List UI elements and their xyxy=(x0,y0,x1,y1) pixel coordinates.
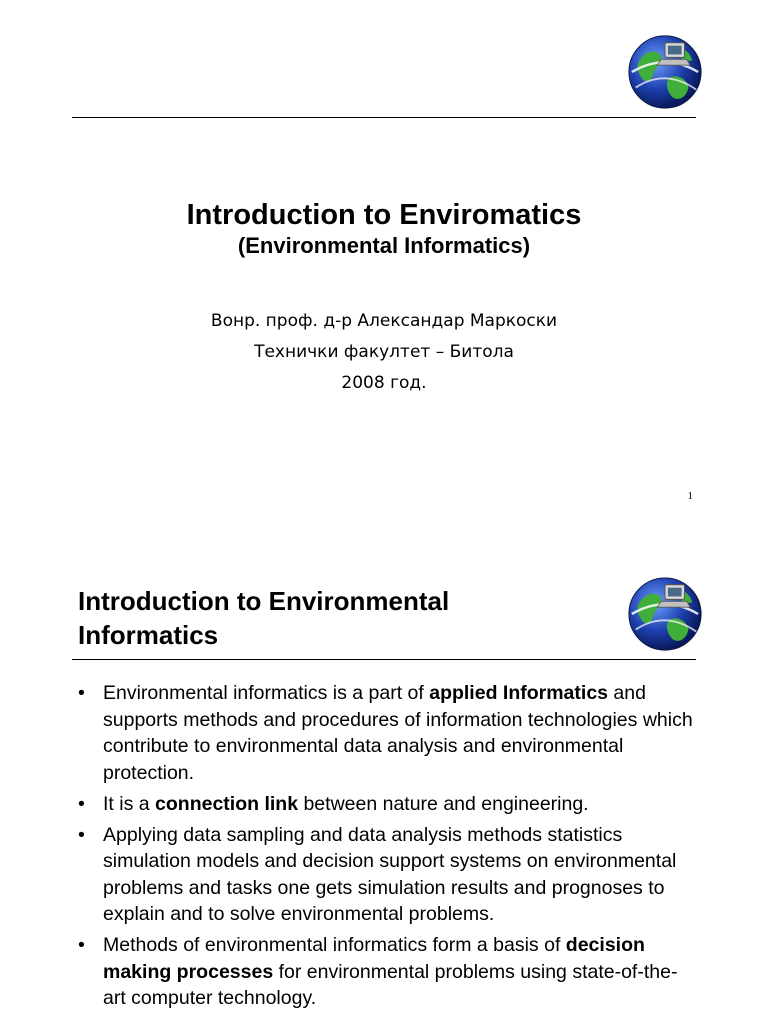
faculty-name: Технички факултет – Битола xyxy=(254,342,514,362)
globe-with-computer-icon xyxy=(626,33,704,111)
author-block xyxy=(0,306,768,399)
page-subtitle: (Environmental Informatics) xyxy=(237,233,531,258)
header-rule xyxy=(72,117,696,118)
slide-title xyxy=(78,584,598,652)
bullet-symbol: • xyxy=(78,792,85,815)
bullet-text: Methods of environmental informatics form a basis of xyxy=(103,934,566,956)
globe-with-computer-icon xyxy=(626,575,704,653)
bullet-text: for environmental problems using state-of-the-art computer technology. xyxy=(103,960,678,1009)
page-title: Introduction to Enviromatics xyxy=(186,199,582,231)
bullet-text: and supports methods and procedures of information technologies which contribute to environmental data analysis and environmental protection. xyxy=(103,682,693,784)
bullet-text: It is a xyxy=(103,792,156,815)
header-rule xyxy=(72,659,696,660)
bullet-symbol: • xyxy=(78,682,85,704)
bullet-bold-text: applied Informatics xyxy=(429,682,609,704)
slide-2 xyxy=(0,540,768,1024)
bullet-symbol: • xyxy=(78,934,85,956)
year-text: 2008 год. xyxy=(341,373,427,393)
list-item xyxy=(78,791,698,818)
title-block xyxy=(0,198,768,260)
list-item xyxy=(78,932,698,1012)
bullet-text: Applying data sampling and data analysis methods statistics simulation models and decision support systems on environmental problems and tasks one gets simulation results and prognoses to explain and to solve environmental problems. xyxy=(103,823,677,925)
bullet-bold-text: decision making processes xyxy=(103,934,645,983)
bullet-text: between nature and engineering. xyxy=(298,792,589,815)
bullet-text: Environmental informatics is a part of xyxy=(103,682,430,704)
page-number: 1 xyxy=(687,490,693,502)
slide-title-line-1: Introduction to Environmental xyxy=(78,586,450,616)
bullet-list xyxy=(78,680,698,1016)
author-name: Вонр. проф. д-р Александар Маркоски xyxy=(210,311,558,331)
list-item xyxy=(78,822,698,928)
list-item xyxy=(78,680,698,786)
bullet-symbol: • xyxy=(78,823,85,846)
slide-title-line-2: Informatics xyxy=(78,620,219,650)
bullet-bold-text: connection link xyxy=(155,792,299,815)
